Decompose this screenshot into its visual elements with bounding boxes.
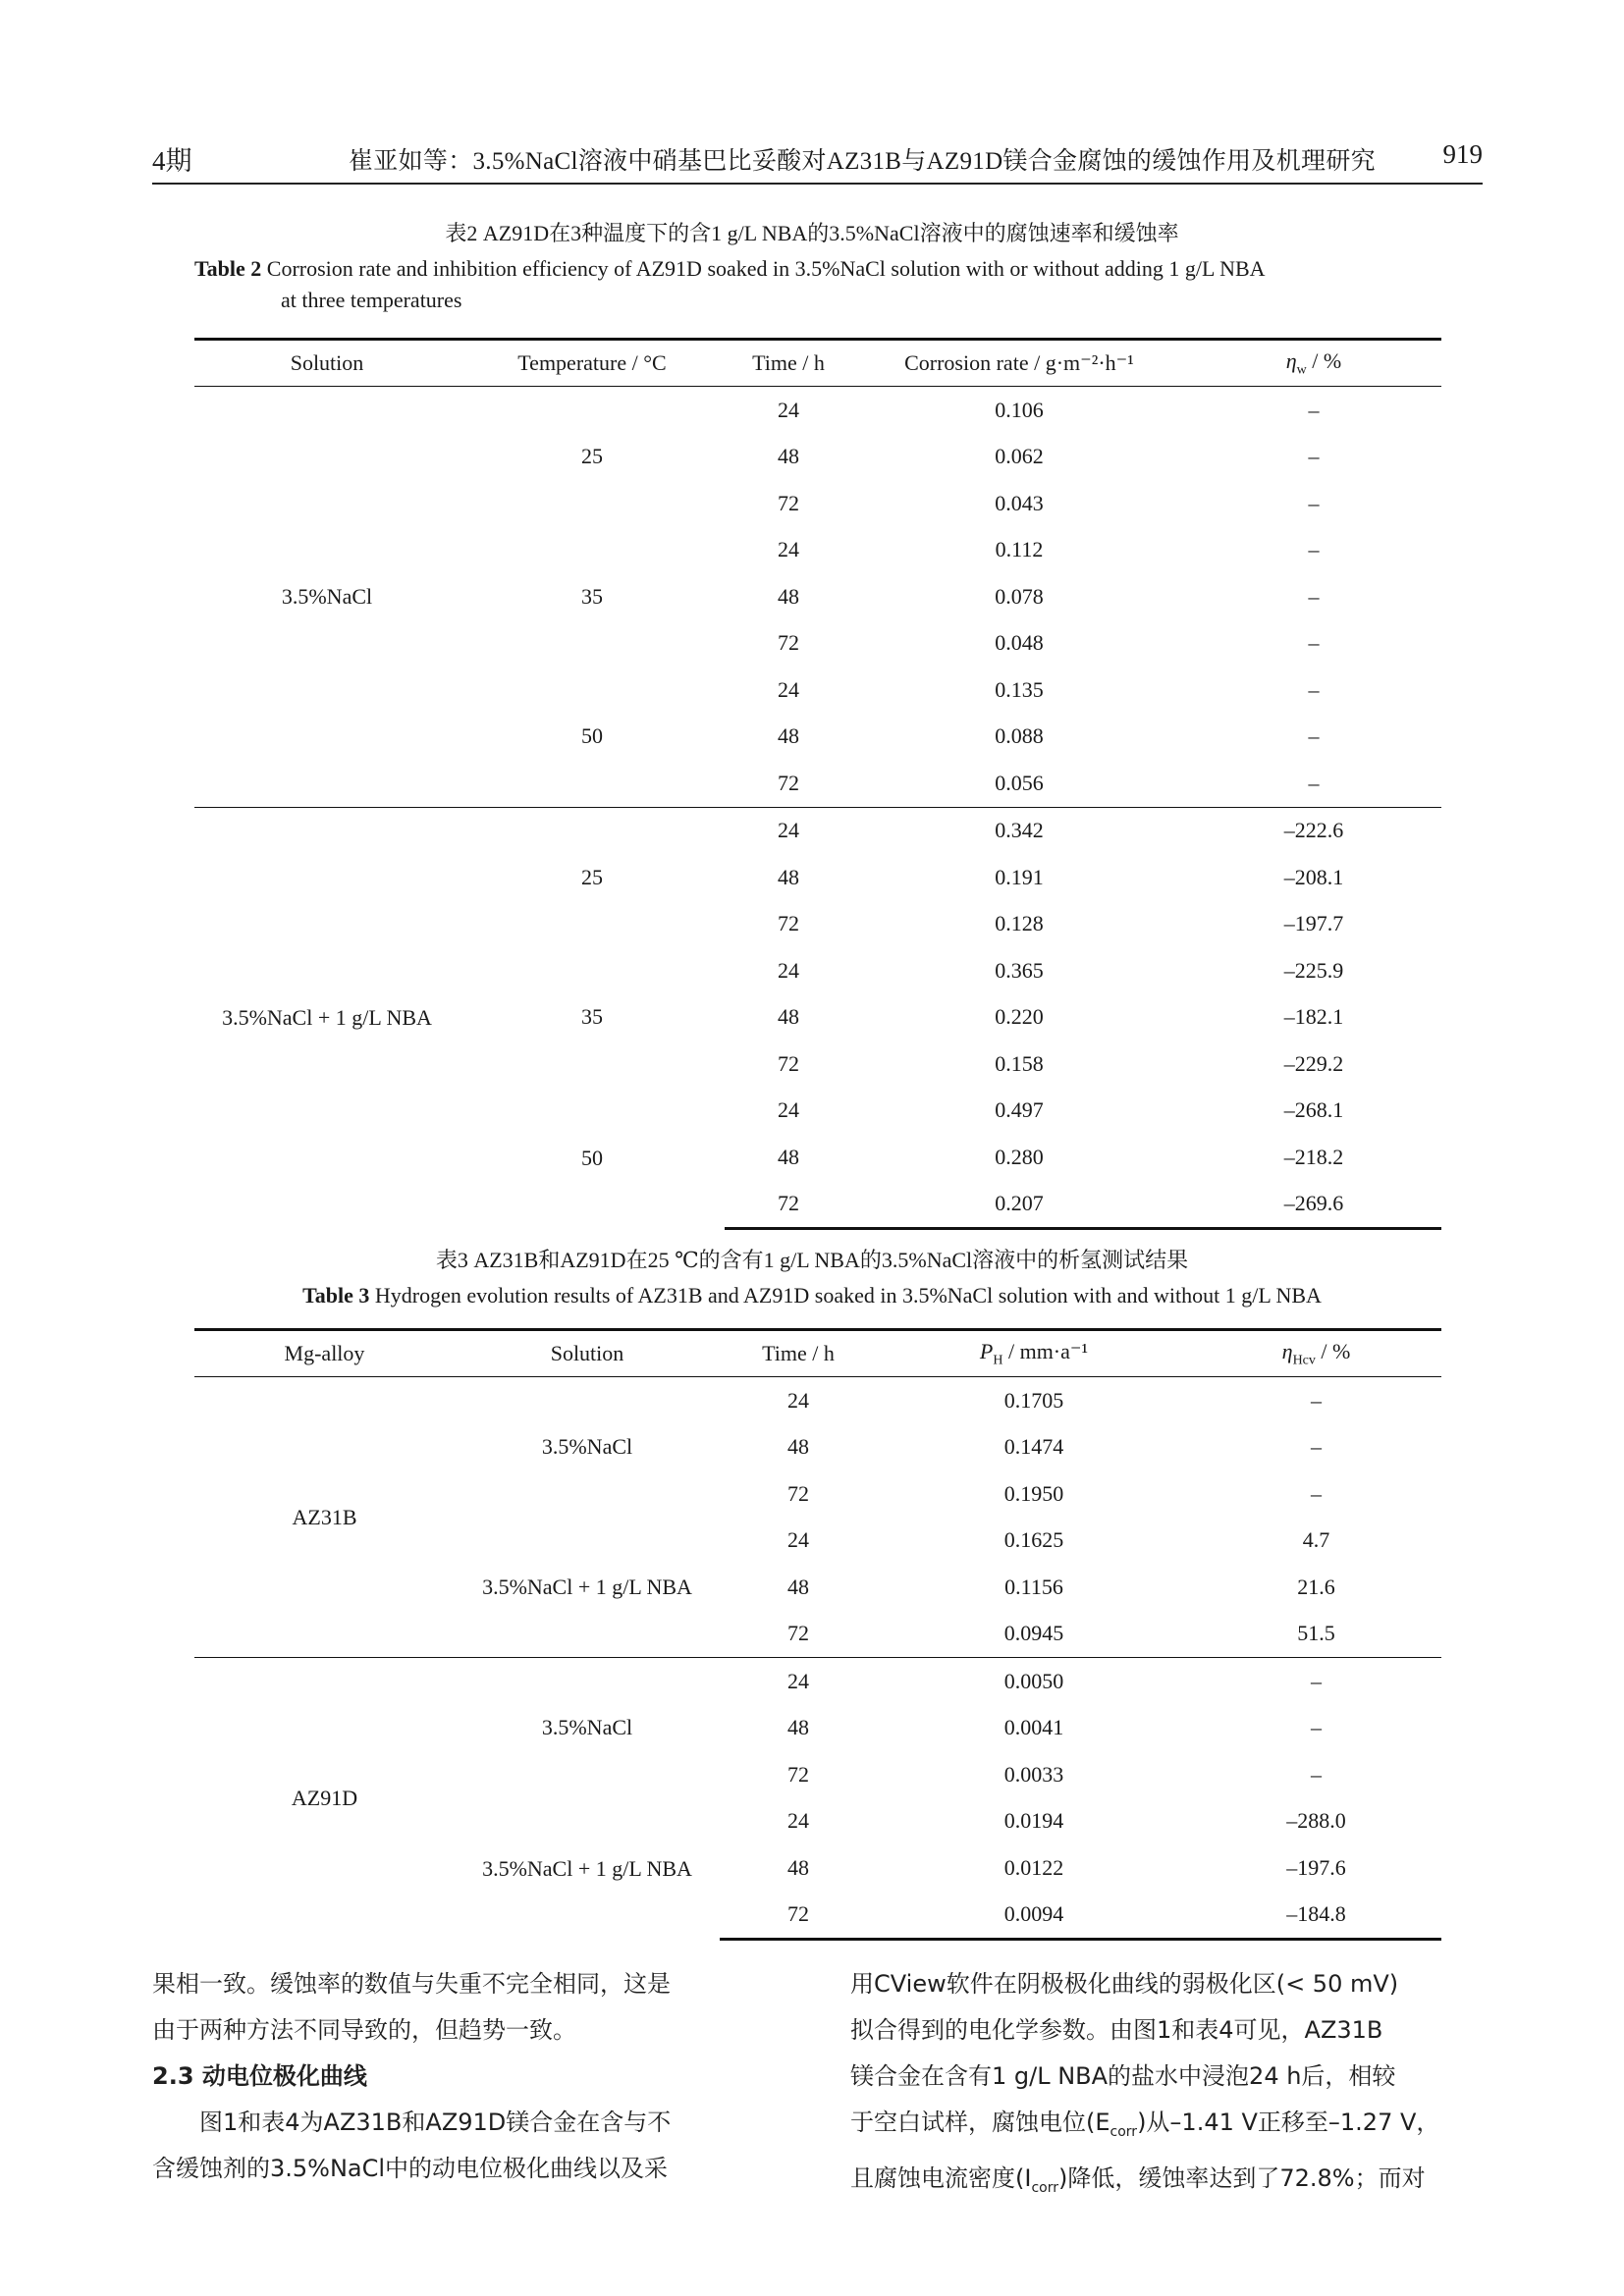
cell-eta-hcv: –197.6 <box>1286 1854 1346 1880</box>
cell-time: 72 <box>725 1181 852 1229</box>
running-title: 崔亚如等：3.5%NaCl溶液中硝基巴比妥酸对AZ31B与AZ91D镁合金腐蚀的缓蚀作用及机理研究 <box>349 148 1376 175</box>
table-row <box>194 1377 1441 1424</box>
cell-inhibition-eff: – <box>1308 630 1320 656</box>
issue-number: 4期 <box>152 146 192 176</box>
cell-time: 24 <box>725 807 852 854</box>
cell-inhibition-eff: –225.9 <box>1283 957 1344 983</box>
cell-temperature: 35 <box>581 1004 603 1030</box>
cell-eta-hcv: – <box>1191 1658 1441 1705</box>
cell-time: 24 <box>787 1527 809 1553</box>
table3-label: Table 3 <box>302 1283 370 1308</box>
cell-corrosion-rate: 0.078 <box>995 583 1044 609</box>
col-header-time: Time / h <box>725 340 852 387</box>
table3 <box>194 1328 1441 1941</box>
cell-inhibition-eff: –182.1 <box>1283 1004 1344 1030</box>
body-line: 含缓蚀剂的3.5%NaCl中的动电位极化曲线以及采 <box>152 2155 669 2182</box>
table2-caption-en-line1: Corrosion rate and inhibition efficiency of AZ91D soaked in 3.5%NaCl solution with or without adding 1 g/L NBA <box>266 256 1266 281</box>
cell-corrosion-rate: 0.191 <box>995 864 1044 889</box>
body-line <box>850 2156 1489 2212</box>
cell-time: 48 <box>778 583 799 609</box>
cell-corrosion-rate: 0.497 <box>995 1097 1044 1123</box>
p-symbol: P <box>979 1338 994 1363</box>
cell-inhibition-eff: – <box>1308 444 1320 469</box>
cell-eta-hcv: – <box>1311 1761 1322 1787</box>
cell-inhibition-eff: – <box>1308 723 1320 749</box>
cell-solution: 3.5%NaCl + 1 g/L NBA <box>194 807 460 1229</box>
cell-corrosion-rate: 0.056 <box>995 770 1044 795</box>
body-text: 于空白试样，腐蚀电位(E <box>850 2109 1110 2136</box>
col-header-eta-w <box>1186 340 1441 387</box>
cell-corrosion-rate: 0.106 <box>995 397 1044 422</box>
table-row <box>194 807 1441 854</box>
ecorr-subscript: corr <box>1110 2123 1138 2140</box>
cell-corrosion-rate: 0.062 <box>995 444 1044 469</box>
cell-time: 72 <box>787 1480 809 1506</box>
cell-solution: 3.5%NaCl <box>281 583 373 609</box>
cell-corrosion-rate: 0.342 <box>852 807 1186 854</box>
cell-time: 24 <box>778 676 799 702</box>
cell-corrosion-rate: 0.048 <box>995 630 1044 656</box>
col-header-time: Time / h <box>720 1330 877 1377</box>
table-row <box>194 1658 1441 1705</box>
cell-p-h: 0.0122 <box>1003 1854 1064 1880</box>
col-header-mg-alloy: Mg-alloy <box>194 1330 455 1377</box>
body-text: )降低，缓蚀率达到了72.8%；而对 <box>1057 2163 1426 2192</box>
table2-label: Table 2 <box>194 256 262 281</box>
cell-time: 48 <box>778 1144 799 1169</box>
table3-caption-en-line1: Hydrogen evolution results of AZ31B and AZ91D soaked in 3.5%NaCl solution with and without 1 g/L NBA <box>374 1283 1322 1308</box>
section-heading: 2.3 动电位极化曲线 <box>152 2062 367 2090</box>
cell-p-h: 0.1950 <box>1003 1480 1064 1506</box>
cell-time: 48 <box>787 1574 809 1599</box>
cell-eta-hcv: 4.7 <box>1302 1527 1330 1553</box>
body-line: 用CView软件在阴极极化曲线的弱极化区(< 50 mV) <box>850 1970 1399 1998</box>
table3-caption-cn <box>0 1245 1624 1276</box>
cell-time: 24 <box>787 1808 809 1834</box>
cell-p-h: 0.1474 <box>1003 1434 1064 1460</box>
cell-time: 72 <box>787 1621 809 1646</box>
eta-unit: / % <box>1306 347 1342 373</box>
cell-p-h: 0.1625 <box>1003 1527 1064 1553</box>
cell-corrosion-rate: 0.207 <box>852 1181 1186 1229</box>
cell-time: 48 <box>778 444 799 469</box>
table2-caption-cn-text: 表2 AZ91D在3种温度下的含1 g/L NBA的3.5%NaCl溶液中的腐蚀速率和缓蚀率 <box>445 221 1179 245</box>
cell-eta-hcv: 21.6 <box>1297 1574 1335 1599</box>
cell-inhibition-eff: –269.6 <box>1186 1181 1441 1229</box>
body-line: 拟合得到的电化学参数。由图1和表4可见，AZ31B <box>850 2016 1383 2044</box>
page-header <box>152 133 1483 185</box>
cell-eta-hcv: – <box>1311 1387 1322 1413</box>
cell-eta-hcv: – <box>1311 1434 1322 1460</box>
cell-solution: 3.5%NaCl + 1 g/L NBA <box>482 1855 692 1881</box>
cell-inhibition-eff: –218.2 <box>1283 1144 1344 1169</box>
body-text: )从–1.41 V正移至–1.27 V， <box>1137 2109 1440 2136</box>
body-line <box>850 2100 1489 2156</box>
col-header-solution: Solution <box>194 340 460 387</box>
cell-time: 24 <box>778 537 799 562</box>
eta-unit: / % <box>1315 1338 1351 1363</box>
cell-eta-hcv: –184.8 <box>1191 1892 1441 1940</box>
p-unit: / mm·a⁻¹ <box>1002 1338 1089 1363</box>
eta-subscript: Hcv <box>1292 1353 1316 1368</box>
cell-inhibition-eff: –268.1 <box>1283 1097 1344 1123</box>
cell-mg-alloy: AZ31B <box>292 1504 357 1529</box>
cell-time: 72 <box>778 1050 799 1076</box>
body-line: 图1和表4为AZ31B和AZ91D镁合金在含与不 <box>199 2109 672 2136</box>
col-header-temperature: Temperature / °C <box>460 340 725 387</box>
cell-temperature: 35 <box>581 583 603 609</box>
cell-time: 24 <box>720 1658 877 1705</box>
eta-symbol: η <box>1281 1338 1293 1363</box>
cell-corrosion-rate: 0.220 <box>995 1004 1044 1030</box>
cell-inhibition-eff: – <box>1308 537 1320 562</box>
cell-temperature: 25 <box>460 807 725 947</box>
cell-corrosion-rate: 0.135 <box>995 676 1044 702</box>
cell-corrosion-rate: 0.128 <box>995 911 1044 936</box>
cell-corrosion-rate: 0.043 <box>995 490 1044 515</box>
cell-eta-hcv: 51.5 <box>1297 1621 1335 1646</box>
cell-time: 72 <box>778 630 799 656</box>
cell-p-h: 0.1705 <box>1003 1387 1064 1413</box>
table2-caption-en-2 <box>281 285 1459 316</box>
table2 <box>194 338 1441 1230</box>
cell-inhibition-eff: – <box>1308 770 1320 795</box>
cell-time: 48 <box>787 1434 809 1460</box>
cell-inhibition-eff: – <box>1308 490 1320 515</box>
body-right-column <box>850 1961 1489 2212</box>
col-header-corrosion-rate: Corrosion rate / g·m⁻²·h⁻¹ <box>852 340 1186 387</box>
cell-time: 24 <box>778 957 799 983</box>
cell-corrosion-rate: 0.280 <box>995 1144 1044 1169</box>
cell-time: 72 <box>778 911 799 936</box>
cell-eta-hcv: – <box>1311 1480 1322 1506</box>
eta-symbol: η <box>1285 347 1297 373</box>
cell-eta-hcv: –288.0 <box>1286 1808 1346 1834</box>
cell-inhibition-eff: –208.1 <box>1283 864 1344 889</box>
cell-inhibition-eff: – <box>1308 397 1320 422</box>
table3-caption-en <box>0 1280 1624 1311</box>
cell-time: 24 <box>787 1387 809 1413</box>
cell-p-h: 0.0945 <box>1003 1621 1064 1646</box>
p-subscript: H <box>993 1353 1003 1368</box>
body-line: 由于两种方法不同导致的，但趋势一致。 <box>152 2016 576 2044</box>
cell-solution: 3.5%NaCl + 1 g/L NBA <box>482 1574 692 1599</box>
cell-p-h: 0.0194 <box>1003 1808 1064 1834</box>
cell-time: 48 <box>787 1854 809 1880</box>
cell-eta-hcv: – <box>1311 1715 1322 1740</box>
col-header-p-h <box>877 1330 1191 1377</box>
cell-p-h: 0.0041 <box>1003 1715 1064 1740</box>
cell-p-h: 0.0094 <box>877 1892 1191 1940</box>
cell-corrosion-rate: 0.088 <box>995 723 1044 749</box>
cell-time: 72 <box>778 490 799 515</box>
cell-inhibition-eff: – <box>1308 583 1320 609</box>
eta-subscript: w <box>1296 362 1307 378</box>
body-left-column <box>152 1961 790 2192</box>
body-line: 果相一致。缓蚀率的数值与失重不完全相同，这是 <box>152 1970 671 1998</box>
cell-p-h: 0.0050 <box>877 1658 1191 1705</box>
table2-header-row <box>194 340 1441 387</box>
table2-caption-en-line2: at three temperatures <box>281 288 462 312</box>
table3-caption-cn-text: 表3 AZ31B和AZ91D在25 ℃的含有1 g/L NBA的3.5%NaCl溶液中的析氢测试结果 <box>435 1248 1189 1272</box>
body-line: 镁合金在含有1 g/L NBA的盐水中浸泡24 h后，相较 <box>850 2062 1396 2090</box>
cell-p-h: 0.0033 <box>1003 1761 1064 1787</box>
cell-time: 48 <box>778 1004 799 1030</box>
cell-solution: 3.5%NaCl <box>455 1658 720 1798</box>
body-text: 且腐蚀电流密度(I <box>850 2163 1032 2192</box>
col-header-solution: Solution <box>455 1330 720 1377</box>
cell-inhibition-eff: –229.2 <box>1283 1050 1344 1076</box>
cell-time: 24 <box>778 397 799 422</box>
cell-inhibition-eff: – <box>1308 676 1320 702</box>
cell-time: 72 <box>720 1892 877 1940</box>
table2-caption-cn <box>0 218 1624 249</box>
cell-time: 72 <box>778 770 799 795</box>
cell-time: 24 <box>778 1097 799 1123</box>
cell-inhibition-eff: –222.6 <box>1186 807 1441 854</box>
cell-p-h: 0.1156 <box>1004 1574 1063 1599</box>
cell-corrosion-rate: 0.365 <box>995 957 1044 983</box>
page-number: 919 <box>1442 139 1483 169</box>
cell-solution: 3.5%NaCl <box>541 1434 633 1460</box>
table-row <box>194 387 1441 434</box>
col-header-eta-hcv <box>1191 1330 1441 1377</box>
cell-time: 72 <box>787 1761 809 1787</box>
cell-corrosion-rate: 0.112 <box>995 537 1044 562</box>
cell-corrosion-rate: 0.158 <box>995 1050 1044 1076</box>
cell-temperature: 50 <box>581 1145 603 1170</box>
cell-temperature: 50 <box>581 723 603 749</box>
cell-mg-alloy: AZ91D <box>194 1658 455 1940</box>
cell-time: 48 <box>778 723 799 749</box>
cell-time: 48 <box>787 1715 809 1740</box>
cell-inhibition-eff: –197.7 <box>1283 911 1344 936</box>
cell-temperature: 25 <box>581 444 603 469</box>
icorr-subscript: corr <box>1031 2179 1058 2196</box>
table3-header-row <box>194 1330 1441 1377</box>
cell-time: 48 <box>778 864 799 889</box>
table2-caption-en <box>194 253 1471 285</box>
